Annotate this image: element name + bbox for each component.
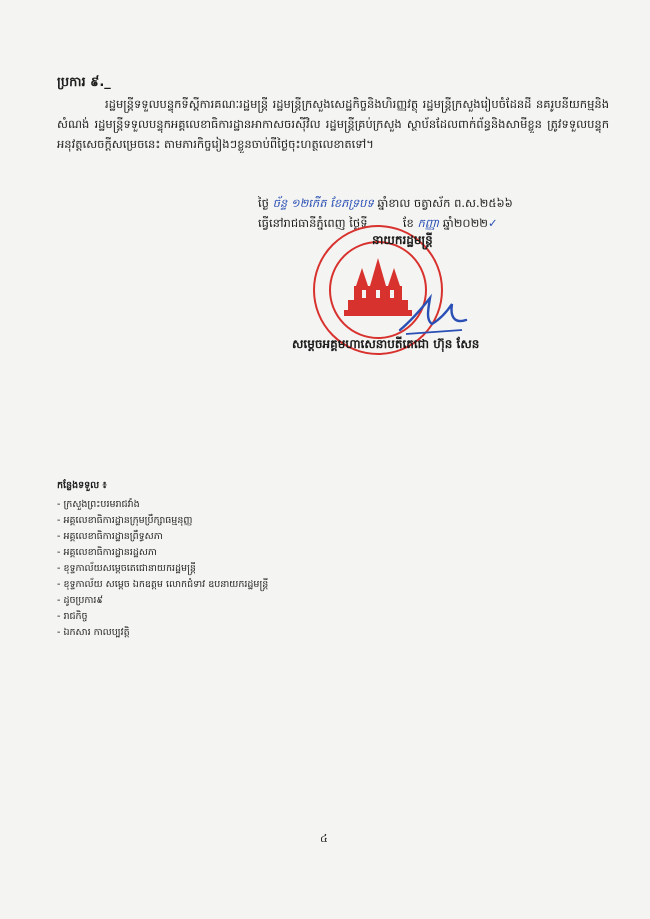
month-handwritten: កញ្ញា (417, 216, 440, 230)
year-label: ឆ្នាំ២០២២ (442, 216, 488, 230)
year-checkmark: ✓ (487, 216, 498, 230)
recipient-item: - ក្រសួងព្រះបរមរាជវាំង (57, 497, 268, 513)
article-body (57, 94, 609, 154)
lunar-date-handwritten: ច័ន្ទ ១២កើត ខែភទ្របទ (272, 196, 374, 210)
signer-name: សម្តេចអគ្គមហាសេនាបតីតេជោ ហ៊ុន សែន (292, 337, 480, 351)
recipient-item: - អគ្គលេខាធិការដ្ឋានព្រឹទ្ធសភា (57, 529, 268, 545)
recipient-item: - អគ្គលេខាធិការដ្ឋានក្រុមប្រឹក្សាធម្មនុញ្ញ (57, 513, 268, 529)
article-heading: ប្រការ ៩._ (57, 75, 111, 90)
recipient-item: - ដូចប្រការ៩ (57, 593, 268, 609)
month-prefix: ខែ (402, 216, 414, 230)
recipients-block (57, 479, 268, 641)
page-number: ៤ (320, 832, 328, 845)
lunar-date-prefix: ថ្ងៃ (258, 196, 269, 210)
article-text: រដ្ឋមន្ត្រីទទួលបន្ទុកទីស្តីការគណៈរដ្ឋមន្ត្រី រដ្ឋមន្ត្រីក្រសួងសេដ្ឋកិច្ចនិងហិរញ្ញវត្ថុ រដ្ឋមន្ត្រីក្រសួងរៀបចំដែនដី នគរូបនីយកម្មនិងសំណង់ រដ្ឋមន្ត្រីទទួលបន្ទុកអគ្គលេខាធិការដ្ឋានអាកាសចរស៊ីវិល រដ្ឋមន្ត្រីគ្រប់ក្រសួង ស្ថាប័នដែលពាក់ព័ន្ធនិងសាមីខ្លួន ត្រូវទទួលបន្ទុកអនុវត្តសេចក្តីសម្រេចនេះ តាមភារកិច្ចរៀងៗខ្លួនចាប់ពីថ្ងៃចុះហត្ថលេខាតទៅ។ (57, 97, 609, 151)
recipient-item: - ខុទ្ទកាល័យ សម្តេច ឯកឧត្តម លោកជំទាវ ឧបនាយករដ្ឋមន្ត្រី (57, 577, 268, 593)
place-date-prefix: ធ្វើនៅរាជធានីភ្នំពេញ ថ្ងៃទី (258, 216, 368, 230)
lunar-date-line (258, 193, 598, 213)
lunar-date-suffix: ឆ្នាំខាល ចត្វាស័ក ព.ស.២៥៦៦ (377, 196, 513, 210)
recipients-list (57, 497, 268, 641)
recipient-item: - ខុទ្ទកាល័យសម្តេចតេជោនាយករដ្ឋមន្ត្រី (57, 561, 268, 577)
signer-title: នាយករដ្ឋមន្ត្រី (372, 233, 433, 247)
recipient-item: - អគ្គលេខាធិការដ្ឋានរដ្ឋសភា (57, 545, 268, 561)
recipient-item: - រាជកិច្ច (57, 609, 268, 625)
recipients-heading: កន្លែងទទួល ៖ (57, 480, 107, 491)
recipient-item: - ឯកសារ កាលប្បវត្តិ (57, 625, 268, 641)
handwritten-signature-icon (392, 290, 472, 340)
